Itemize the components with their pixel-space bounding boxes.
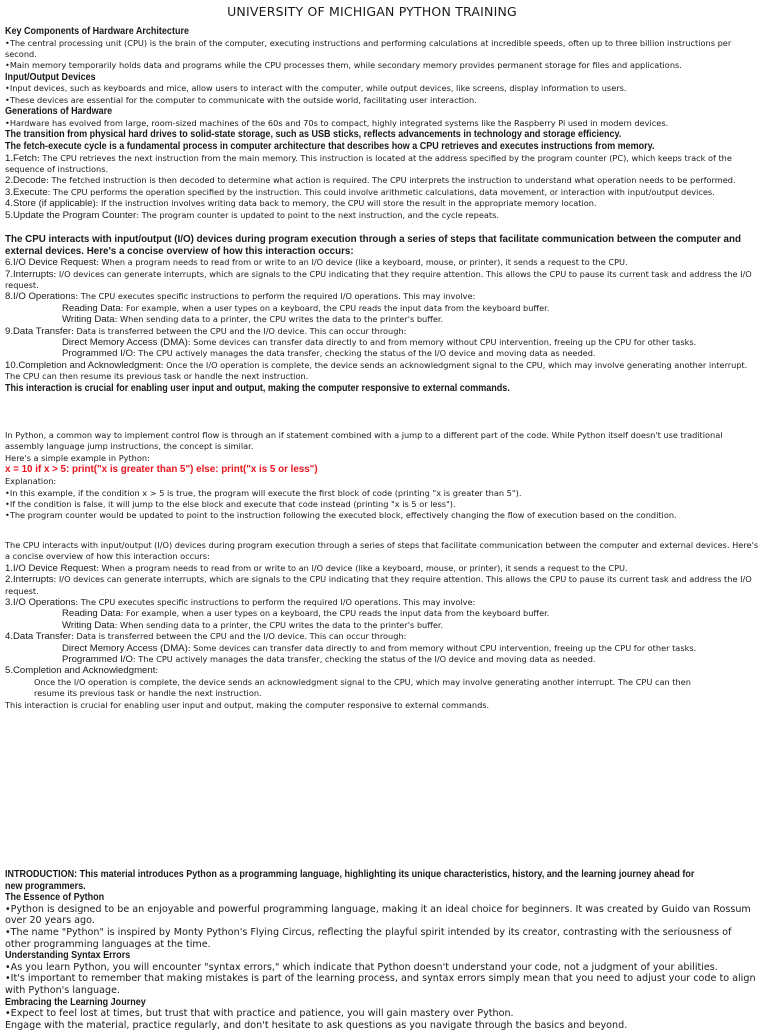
step-item [5, 153, 760, 176]
step-label: 4.Data Transfer [5, 631, 72, 643]
bullet-text: •If the condition is false, it will jump to the else block and execute that code instead (printing "x is 5 or less"). [5, 499, 456, 510]
sub-item [5, 643, 760, 654]
section-heading: Generations of Hardware [5, 106, 113, 118]
python-control-flow-section [5, 430, 760, 522]
page-title: UNIVERSITY OF MICHIGAN PYTHON TRAINING [227, 4, 517, 19]
bullet-text: •These devices are essential for the computer to communicate with the outside world, facilitating user interaction. [5, 94, 477, 105]
step-label: 6.I/O Device Request [5, 257, 97, 269]
step-text: : The CPU retrieves the next instruction from the main memory. This instruction is located at the address specified by the program counter (PC), which keeps track of the sequence of instructions. [5, 152, 732, 174]
step-label: 4.Store (if applicable) [5, 198, 96, 210]
bullet-text: •Main memory temporarily holds data and programs while the CPU processes them, while secondary memory provides permanent storage for files and applications. [5, 60, 682, 71]
sub-item [5, 620, 760, 631]
step-text: : Data is transferred between the CPU and the I/O device. This can occur through: [71, 325, 407, 336]
bullet-text: •The program counter would be updated to point to the instruction following the executed block, effectively changing the flow of execution based on the condition. [5, 510, 677, 521]
sub-label: Programmed I/O [62, 654, 133, 666]
sub-label: Reading Data [62, 608, 121, 620]
section-heading: Input/Output Devices [5, 71, 96, 83]
step-item [5, 631, 760, 642]
sub-text: : Some devices can transfer data directly to and from memory without CPU intervention, freeing up the CPU for other tasks. [187, 642, 697, 653]
sub-label: Reading Data [62, 302, 121, 314]
sub-text: : For example, when a user types on a keyboard, the CPU reads the input data from the keyboard buffer. [120, 608, 550, 619]
section-intro: The fetch-execute cycle is a fundamental process in computer architecture that describes how a CPU retrieves and executes instructions from memory. [5, 141, 655, 152]
step-label: 2.Decode [5, 175, 47, 187]
step-text: : The fetched instruction is then decoded to determine what action is required. The CPU interprets the instruction to understand what operation needs to be performed. [46, 175, 736, 186]
step-text: : When a program needs to read from or write to an I/O device (like a keyboard, mouse, or printer), it sends a request to the CPU. [96, 257, 628, 268]
step-detail: Once the I/O operation is complete, the device sends an acknowledgment signal to the CPU, which may involve generating another interrupt. The CPU can then resume its previous task or handle the next instruction. [34, 676, 691, 699]
step-label: 8.I/O Operations [5, 291, 76, 303]
step-label: 3.Execute [5, 186, 48, 198]
step-item [5, 291, 760, 302]
step-text: : The CPU performs the operation specified by the instruction. This could involve arithmetic calculations, data movement, or interaction with input/output devices. [47, 186, 715, 197]
step-item [5, 574, 760, 597]
sub-text: : For example, when a user types on a keyboard, the CPU reads the input data from the keyboard buffer. [120, 302, 550, 313]
section-heading: Key Components of Hardware Architecture [5, 26, 189, 37]
step-item [5, 198, 760, 209]
sub-label: Programmed I/O [62, 348, 133, 360]
step-text: : Once the I/O operation is complete, the device sends an acknowledgment signal to the CPU, which may involve generating another interrupt. The CPU can then resume its previous task or handle the next instruction. [5, 359, 748, 382]
section-intro: The CPU interacts with input/output (I/O) devices during program execution through a series of steps that facilitate communication between the computer and external devices. Here's a concise overview of how this interaction occurs: [5, 234, 741, 257]
bullet-text: •In this example, if the condition x > 5 is true, the program will execute the first block of code (printing "x is greater than 5"). [5, 487, 522, 498]
step-text: : When a program needs to read from or write to an I/O device (like a keyboard, mouse, or printer), it sends a request to the CPU. [96, 562, 628, 573]
step-label: 5.Completion and Acknowledgment [5, 665, 156, 677]
sub-label: Writing Data [62, 619, 115, 631]
step-label: 5.Update the Program Counter [5, 209, 137, 221]
step-text: : Data is transferred between the CPU and the I/O device. This can occur through: [71, 631, 407, 642]
step-text: : The CPU executes specific instructions to perform the required I/O operations. This may involve: [75, 597, 476, 608]
paragraph: Explanation: [5, 476, 57, 487]
step-item [5, 257, 760, 268]
sub-item [5, 314, 760, 325]
sub-label: Direct Memory Access (DMA) [62, 642, 188, 654]
step-item [5, 210, 760, 221]
bold-statement: The transition from physical hard drives to solid-state storage, such as USB sticks, reflects advancements in technology and storage efficiency. [5, 129, 622, 141]
step-label: 10.Completion and Acknowledgment [5, 359, 161, 371]
step-item [5, 269, 760, 292]
sub-label: Direct Memory Access (DMA) [62, 337, 188, 349]
sub-item [5, 608, 760, 619]
step-label: 7.Interrupts [5, 268, 54, 280]
code-example: x = 10 if x > 5: print("x is greater than 5") else: print("x is 5 or less") [5, 464, 318, 476]
sub-text: : Some devices can transfer data directly to and from memory without CPU intervention, freeing up the CPU for other tasks. [187, 337, 697, 348]
step-text: : The program counter is updated to point to the next instruction, and the cycle repeats. [136, 209, 499, 220]
section-intro: The CPU interacts with input/output (I/O) devices during program execution through a series of steps that facilitate communication between the computer and external devices. Here's a concise overview of how this interaction occurs: [5, 540, 759, 562]
section-heading: Embracing the Learning Journey [5, 996, 146, 1008]
step-text: : The CPU executes specific instructions to perform the required I/O operations. This may involve: [75, 291, 476, 302]
sub-item [5, 348, 760, 359]
bullet-text: •Expect to feel lost at times, but trust that with practice and patience, you will gain mastery over Python. [5, 1008, 514, 1020]
sub-text: : When sending data to a printer, the CPU writes the data to the printer's buffer. [114, 314, 444, 325]
step-label: 9.Data Transfer [5, 325, 72, 337]
step-item [5, 187, 760, 198]
bullet-text: •Python is designed to be an enjoyable and powerful programming language, making it an ideal choice for beginners. It was created by Guido van Rossum over 20 years ago. [5, 903, 751, 927]
step-item [5, 326, 760, 337]
bullet-text: •The name "Python" is inspired by Monty Python's Flying Circus, reflecting the playful spirit intended by its creator, contrasting with the seriousness of other programming languages at the time. [5, 926, 732, 950]
section-intro: INTRODUCTION: This material introduces Python as a programming language, highlighting its unique characteristics, history, and the learning journey ahead for new programmers. [5, 869, 695, 892]
sub-item [5, 303, 760, 314]
step-item [5, 360, 760, 383]
sub-item [5, 654, 760, 665]
sub-item [5, 337, 760, 348]
io-interaction-section-repeat [5, 540, 760, 711]
step-text: : If the instruction involves writing data back to memory, the CPU will store the result in the appropriate memory location. [95, 198, 597, 209]
section-heading: The Essence of Python [5, 892, 105, 904]
step-item [5, 597, 760, 608]
closing-text: This interaction is crucial for enabling user input and output, making the computer responsive to external commands. [5, 699, 490, 710]
paragraph: Here's a simple example in Python: [5, 452, 150, 463]
step-text: : I/O devices can generate interrupts, which are signals to the CPU indicating that they require attention. This allows the CPU to pause its current task and address the I/O request. [5, 574, 752, 596]
step-text: : [155, 665, 159, 676]
bullet-text: •Hardware has evolved from large, room-sized machines of the 60s and 70s to compact, highly integrated systems like the Raspberry Pi used in modern devices. [5, 117, 669, 128]
step-label: 3.I/O Operations [5, 597, 76, 609]
sub-label: Writing Data [62, 314, 115, 326]
bullet-text: •Input devices, such as keyboards and mice, allow users to interact with the computer, while output devices, like screens, display information to users. [5, 83, 627, 94]
step-label: 1.I/O Device Request [5, 562, 97, 574]
step-item [5, 175, 760, 186]
io-interaction-section [5, 234, 760, 394]
bullet-text: •The central processing unit (CPU) is the brain of the computer, executing instructions and performing calculations at incredible speeds, often up to three billion instructions per second. [5, 37, 732, 59]
paragraph: Engage with the material, practice regularly, and don't hesitate to ask questions as you navigate through the basics and beyond. [5, 1019, 628, 1031]
paragraph: In Python, a common way to implement control flow is through an if statement combined with a jump to a different part of the code. While Python itself doesn't use traditional assembly language jump instructions, the concept is similar. [5, 430, 723, 452]
bold-statement: This interaction is crucial for enabling user input and output, making the computer responsive to external commands. [5, 382, 510, 394]
fetch-execute-section [5, 141, 760, 221]
introduction-section [5, 869, 760, 1031]
step-item [5, 665, 760, 676]
sub-text: : The CPU actively manages the data transfer, checking the status of the I/O device and moving data as needed. [132, 654, 596, 665]
bullet-text: •As you learn Python, you will encounter "syntax errors," which indicate that Python doesn't understand your code, not a judgment of your abilities. [5, 961, 718, 973]
step-label: 1.Fetch [5, 152, 37, 164]
hardware-section [5, 26, 760, 141]
section-heading: Understanding Syntax Errors [5, 950, 131, 962]
step-text: : I/O devices can generate interrupts, which are signals to the CPU indicating that they require attention. This allows the CPU to pause its current task and address the I/O request. [5, 268, 752, 290]
bullet-text: •It's important to remember that making mistakes is part of the learning process, and syntax errors simply mean that you need to adjust your code to align with Python's language. [5, 973, 756, 996]
step-label: 2.Interrupts [5, 574, 54, 586]
step-item [5, 563, 760, 574]
sub-text: : The CPU actively manages the data transfer, checking the status of the I/O device and moving data as needed. [132, 348, 596, 359]
sub-text: : When sending data to a printer, the CPU writes the data to the printer's buffer. [114, 619, 444, 630]
